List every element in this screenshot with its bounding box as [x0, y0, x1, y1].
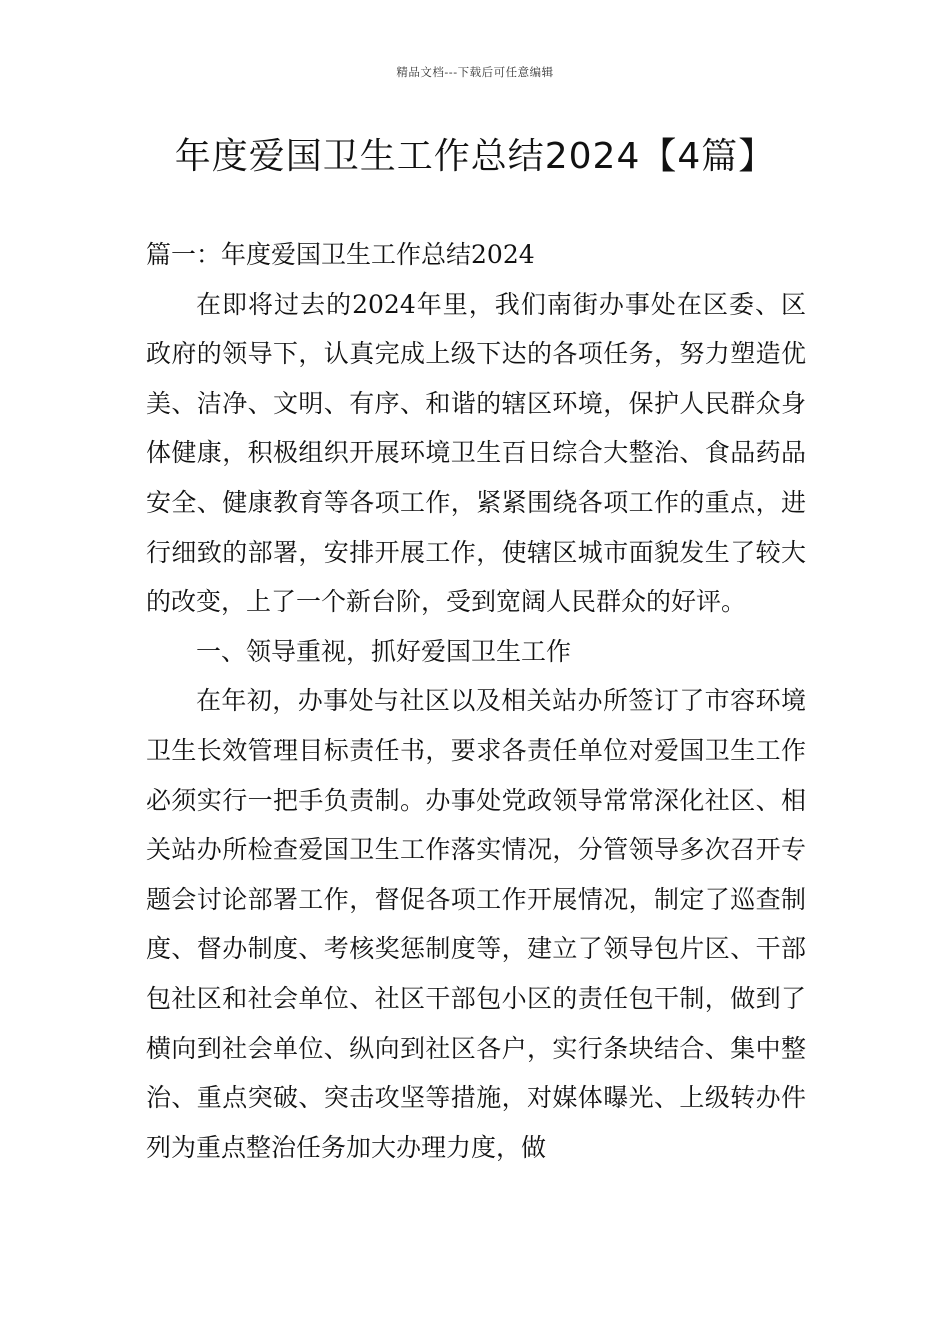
subsection-heading: 一、领导重视，抓好爱国卫生工作	[196, 636, 572, 666]
section-heading: 篇一：年度爱国卫生工作总结2024	[146, 240, 535, 269]
paragraph-leadership: 在年初，办事处与社区以及相关站办所签订了市容环境卫生长效管理目标责任书，要求各责任单位对爱国卫生工作必须实行一把手负责制。办事处党政领导常常深化社区、相关站办所检查爱国卫生工作落实情况，分管领导多次召开专题会讨论部署工作，督促各项工作开展情况，制定了巡查制度、督办制度、考核奖惩制度等，建立了领导包片区、干部包社区和社会单位、社区干部包小区的责任包干制，做到了横向到社会单位、纵向到社区各户，实行条块结合、集中整治、重点突破、突击攻坚等措施，对媒体曝光、上级转办件列为重点整治任务加大办理力度，做	[146, 686, 806, 1162]
paragraph-intro: 在即将过去的2024年里，我们南街办事处在区委、区政府的领导下，认真完成上级下达的各项任务，努力塑造优美、洁净、文明、有序、和谐的辖区环境，保护人民群众身体健康，积极组织开展环境卫生百日综合大整治、食品药品安全、健康教育等各项工作，紧紧围绕各项工作的重点，进行细致的部署，安排开展工作，使辖区城市面貌发生了较大的改变，上了一个新台阶，受到宽阔人民群众的好评。	[146, 289, 806, 617]
document-title: 年度爱国卫生工作总结2024【4篇】	[174, 136, 776, 177]
header-note: 精品文档---下载后可任意编辑	[396, 65, 554, 79]
document-body	[146, 230, 806, 1172]
